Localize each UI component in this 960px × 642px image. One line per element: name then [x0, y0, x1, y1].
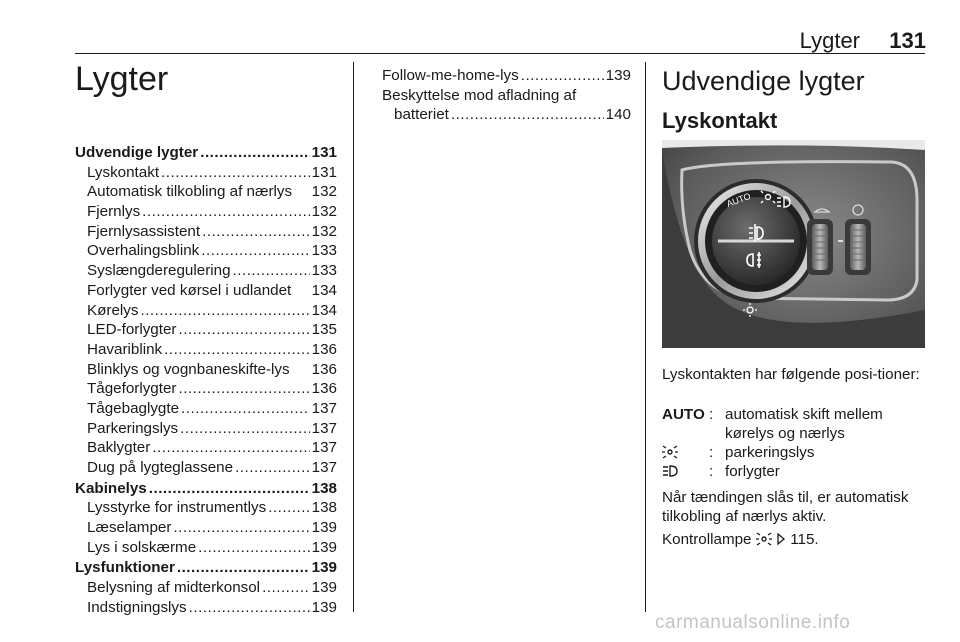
reference-arrow-icon — [776, 533, 786, 545]
toc-entry[interactable] — [75, 379, 337, 399]
toc-entry-page: 135 — [311, 321, 337, 339]
toc-leader-dots — [180, 419, 310, 439]
toc-entry-page: 132 — [311, 203, 337, 221]
toc-entry[interactable] — [75, 360, 337, 380]
toc-entry-label: Fjernlysassistent — [87, 222, 201, 240]
toc-entry[interactable] — [75, 182, 337, 202]
toc-entry[interactable] — [75, 340, 337, 360]
toc-entry[interactable] — [382, 105, 631, 125]
toc-leader-dots — [521, 66, 604, 86]
watermark: carmanualsonline.info — [655, 612, 851, 633]
toc-entry-label: Udvendige lygter — [75, 144, 199, 161]
indicator-page-ref[interactable]: 115. — [790, 531, 819, 548]
toc-entry-label: Parkeringslys — [87, 419, 179, 437]
toc-leader-dots — [202, 222, 310, 242]
toc-entry-label: Overhalingsblink — [87, 242, 200, 260]
toc-leader-dots — [178, 379, 309, 399]
toc-entry-page: 131 — [311, 163, 337, 181]
toc-entry-label: Indstigningslys — [87, 598, 187, 616]
position-row-auto — [662, 405, 927, 443]
header-rule — [75, 53, 925, 54]
toc-leader-dots — [268, 498, 309, 518]
toc-entry-label: Læselamper — [87, 519, 172, 537]
toc-entry-label: Fjernlys — [87, 203, 141, 221]
toc-entry-label: Forlygter ved kørsel i udlandet — [87, 281, 292, 299]
toc-leader-dots — [181, 399, 310, 419]
toc-entry[interactable] — [75, 578, 337, 598]
toc-leader-dots — [262, 578, 310, 598]
toc-entry-page: 137 — [311, 459, 337, 476]
toc-entry-page: 137 — [311, 399, 337, 417]
toc-entry-page: 139 — [311, 598, 337, 616]
toc-entry-page: 134 — [311, 301, 337, 319]
dial-auto-label: AUTO — [725, 190, 753, 209]
parking-light-icon — [662, 445, 678, 459]
toc-leader-dots — [164, 340, 310, 360]
toc-entry-page: 131 — [311, 144, 337, 161]
position-key-auto: AUTO — [662, 406, 705, 423]
toc-entry[interactable] — [75, 320, 337, 340]
toc-leader-dots — [198, 538, 310, 558]
toc-entry-label: Lysfunktioner — [75, 559, 175, 577]
subsection-title: Lyskontakt — [662, 108, 778, 133]
toc-entry-page: 139 — [311, 519, 337, 537]
ignition-note: Når tændingen slås til, er automatisk tilkobling af nærlys aktiv. — [662, 489, 909, 525]
light-switch-photo — [662, 140, 925, 348]
toc-leader-dots — [152, 438, 309, 458]
dimmer-wheel — [807, 219, 833, 275]
indicator-reference — [662, 530, 927, 549]
section-title: Udvendige lygter — [662, 66, 865, 96]
toc-entry-page: 132 — [311, 222, 337, 240]
header-page-number: 131 — [889, 28, 926, 53]
toc-entry-page: 134 — [311, 281, 337, 299]
toc-entry[interactable] — [382, 66, 631, 86]
toc-leader-dots — [451, 105, 604, 125]
toc-entry[interactable] — [75, 598, 337, 618]
toc-entry[interactable] — [75, 419, 337, 439]
column-divider-left — [353, 62, 354, 612]
position-separator: : — [709, 463, 714, 480]
toc-leader-dots — [149, 479, 310, 499]
toc-entry-page: 139 — [311, 559, 337, 577]
toc-leader-dots — [200, 143, 309, 163]
intro-text: Lyskontakten har følgende posi-tioner: — [662, 366, 920, 383]
light-switch-dial — [694, 179, 818, 303]
toc-entry[interactable] — [75, 222, 337, 242]
toc-entry-page: 136 — [311, 380, 337, 398]
toc-entry[interactable] — [75, 518, 337, 538]
toc-entry-page: 139 — [311, 579, 337, 597]
toc-leader-dots — [173, 518, 309, 538]
toc-leader-dots — [235, 458, 310, 478]
toc-entry-page: 138 — [311, 499, 337, 517]
toc-leader-dots — [140, 301, 309, 321]
toc-entry-label: Dug på lygteglassene — [87, 459, 234, 476]
toc-entry[interactable] — [75, 281, 337, 301]
toc-entry-label: Tågeforlygter — [87, 380, 177, 398]
toc-entry-label: Beskyttelse mod afladning af — [382, 86, 577, 104]
toc-entry-page: 139 — [311, 538, 337, 556]
toc-entry-page: 132 — [311, 183, 337, 201]
headlight-level-wheel — [845, 219, 871, 275]
toc-entry-label: Follow-me-home-lys — [382, 67, 519, 84]
toc-entry-label: Blinklys og vognbaneskifte-lys — [87, 360, 290, 378]
toc-entry-page: 137 — [311, 439, 337, 457]
toc-section-entry[interactable] — [75, 558, 337, 578]
toc-entry-page: 133 — [311, 242, 337, 260]
toc-entry-label: Belysning af midterkonsol — [87, 579, 261, 597]
position-separator: : — [709, 444, 714, 461]
toc-entry-label: Automatisk tilkobling af nærlys — [87, 183, 293, 201]
headlight-icon — [662, 464, 678, 478]
toc-entry-label: Lys i solskærme — [87, 538, 197, 556]
toc-entry[interactable] — [75, 498, 337, 518]
toc-leader-dots — [177, 558, 310, 578]
header-title: Lygter — [799, 28, 860, 53]
toc-entry-page: 140 — [605, 106, 631, 124]
toc-entry[interactable] — [382, 86, 631, 106]
toc-entry-label: batteriet — [394, 106, 449, 124]
toc-entry[interactable] — [75, 202, 337, 222]
toc-entry[interactable] — [75, 399, 337, 419]
position-row-headlights — [662, 462, 927, 481]
toc-entry[interactable] — [75, 261, 337, 281]
toc-entry-label: Kørelys — [87, 301, 139, 319]
toc-entry-label: Lysstyrke for instrumentlys — [87, 499, 267, 517]
toc-entry-label: Tågebaglygte — [87, 399, 180, 417]
toc-entry-page: 136 — [311, 360, 337, 378]
parking-light-icon — [756, 532, 772, 546]
toc-leader-dots — [161, 163, 310, 183]
position-row-parking — [662, 443, 927, 462]
toc-leader-dots — [142, 202, 309, 222]
toc-leader-dots — [178, 320, 309, 340]
position-separator: : — [709, 406, 714, 423]
toc-leader-dots — [233, 261, 310, 281]
toc-entry-page: 136 — [311, 340, 337, 358]
column-divider-right — [645, 62, 646, 612]
indicator-label: Kontrollampe — [662, 531, 752, 548]
position-description: parkeringslys — [725, 444, 815, 461]
toc-section-entry[interactable] — [75, 143, 337, 163]
toc-entry-label: Havariblink — [87, 340, 163, 358]
toc-entry-label: Baklygter — [87, 439, 151, 457]
page-title: Lygter — [75, 60, 169, 98]
toc-entry-page: 137 — [311, 419, 337, 437]
toc-leader-dots — [189, 598, 310, 618]
toc-entry[interactable] — [75, 438, 337, 458]
toc-entry-label: Kabinelys — [75, 479, 147, 497]
position-description: automatisk skift mellem kørelys og nærlys — [725, 406, 883, 442]
switch-positions-table — [662, 405, 927, 481]
toc-entry[interactable] — [75, 538, 337, 558]
toc-entry[interactable] — [75, 163, 337, 183]
position-description: forlygter — [725, 463, 780, 480]
toc-entry-label: LED-forlygter — [87, 321, 177, 339]
toc-entry[interactable] — [75, 301, 337, 321]
toc-entry-label: Syslængderegulering — [87, 262, 231, 280]
toc-section-entry[interactable] — [75, 479, 337, 499]
toc-entry-page: 133 — [311, 262, 337, 280]
toc-entry[interactable] — [75, 458, 337, 478]
toc-entry[interactable] — [75, 241, 337, 261]
toc-left — [75, 143, 337, 618]
toc-entry-page: 138 — [311, 479, 337, 497]
toc-leader-dots — [201, 241, 309, 261]
toc-entry-page: 139 — [605, 67, 631, 84]
toc-entry-label: Lyskontakt — [87, 163, 160, 181]
toc-middle — [382, 66, 631, 125]
